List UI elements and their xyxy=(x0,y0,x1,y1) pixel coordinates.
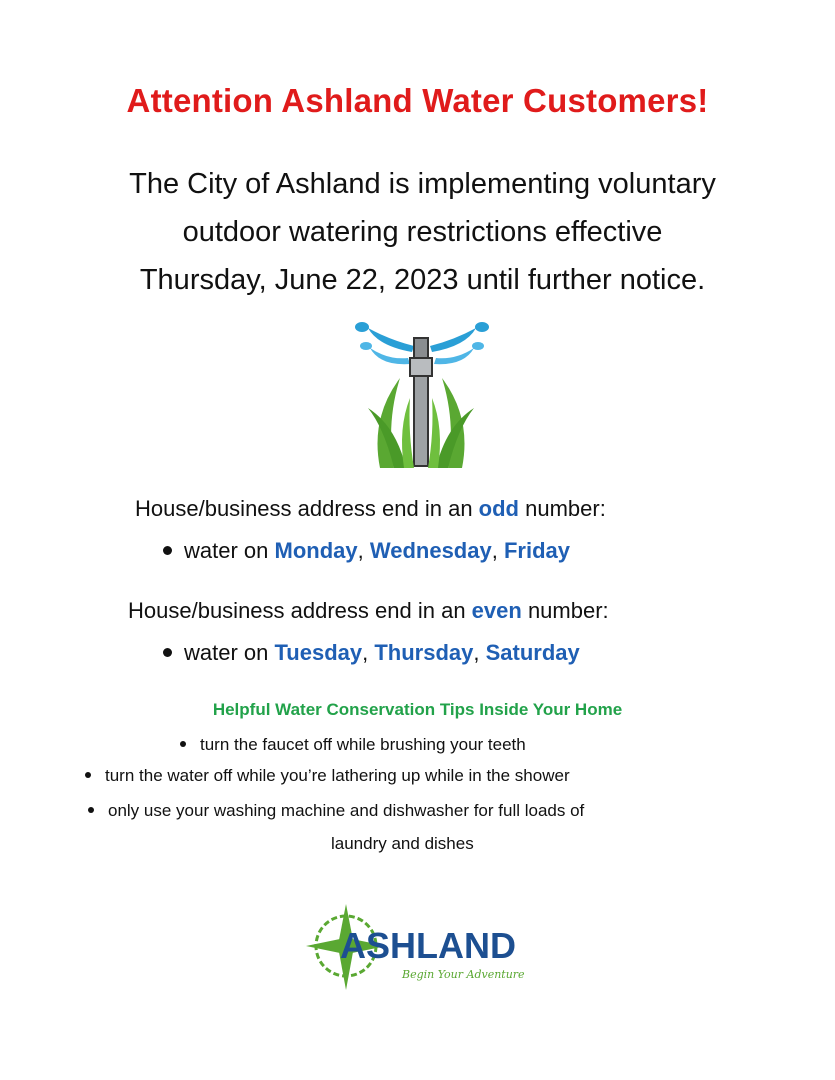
day-thursday: Thursday xyxy=(374,640,474,665)
bullet-icon xyxy=(88,807,94,813)
even-rule-suffix: number: xyxy=(521,598,609,623)
day-friday: Friday xyxy=(503,538,570,563)
page-title: Attention Ashland Water Customers! xyxy=(126,82,709,119)
even-days-item: water on Tuesday, Thursday, Saturday xyxy=(163,640,580,666)
even-rule-prefix: House/business address end in an xyxy=(128,598,472,623)
logo-wordmark: ASHLAND xyxy=(340,925,516,966)
tips-heading: Helpful Water Conservation Tips Inside Your Home xyxy=(212,700,623,719)
water-on-label: water on xyxy=(184,640,275,665)
even-keyword: even xyxy=(471,598,522,623)
tip-item: only use your washing machine and dishwasher for full loads of xyxy=(88,801,584,821)
day-saturday: Saturday xyxy=(485,640,580,665)
odd-rule-prefix: House/business address end in an xyxy=(135,496,479,521)
day-monday: Monday xyxy=(274,538,358,563)
logo-tagline: Begin Your Adventure xyxy=(402,968,525,981)
intro-line-2: outdoor watering restrictions effective xyxy=(182,216,663,248)
intro-paragraph xyxy=(40,160,805,304)
odd-rule-heading xyxy=(135,496,606,522)
intro-line-3: Thursday, June 22, 2023 until further notice. xyxy=(139,264,706,296)
day-wednesday: Wednesday xyxy=(369,538,492,563)
intro-line-1: The City of Ashland is implementing voluntary xyxy=(129,168,716,200)
tip-item: turn the water off while you’re lathering up while in the shower xyxy=(85,766,570,786)
odd-rule-suffix: number: xyxy=(519,496,606,521)
odd-keyword: odd xyxy=(478,496,519,521)
sprinkler-icon xyxy=(350,318,492,474)
bullet-icon xyxy=(163,546,172,555)
odd-days-item: water on Monday, Wednesday, Friday xyxy=(163,538,570,564)
day-tuesday: Tuesday xyxy=(274,640,363,665)
bullet-icon xyxy=(163,648,172,657)
water-on-label: water on xyxy=(184,538,275,563)
ashland-logo xyxy=(300,900,560,995)
tip-item: turn the faucet off while brushing your teeth xyxy=(180,735,526,755)
even-rule-heading xyxy=(128,598,609,624)
bullet-icon xyxy=(180,741,186,747)
tip-item-continuation: laundry and dishes xyxy=(331,834,474,853)
bullet-icon xyxy=(85,772,91,778)
